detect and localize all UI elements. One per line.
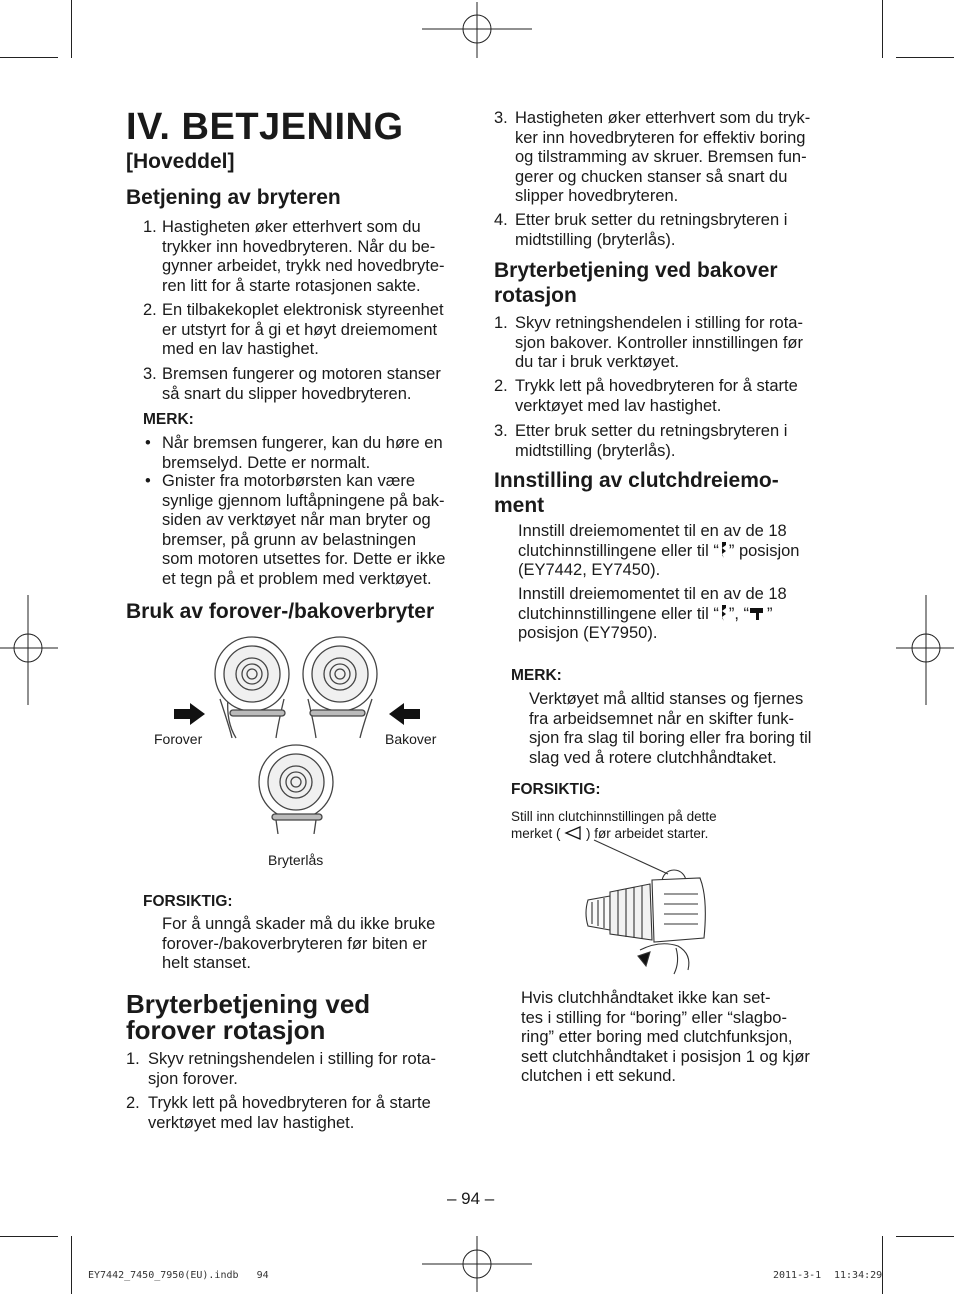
- section-heading: Betjening av bryteren: [126, 186, 341, 209]
- crosshair-icon: [0, 595, 58, 705]
- footer-date: 2011-3-1: [773, 1270, 822, 1281]
- figure-caption: Still inn clutchinnstillingen på dette merket ( ) før arbeidet starter.: [511, 809, 717, 841]
- page-number: – 94 –: [447, 1189, 495, 1208]
- note-label: MERK:: [511, 667, 562, 684]
- figure-label-reverse: Bakover: [385, 731, 437, 747]
- footer-file: EY7442_7450_7950(EU).indb 94: [88, 1270, 269, 1281]
- section-heading: Bryterbetjening ved bakover rotasjon: [494, 259, 778, 307]
- arrow-left-icon: [389, 703, 420, 725]
- hammer-icon: [749, 606, 767, 620]
- crosshair-icon: [896, 595, 954, 705]
- section-heading: Bruk av forover-/bakoverbryter: [126, 600, 435, 623]
- paragraph: Innstill dreiemomentet til en av de 18 clutchinnstillingene eller til “ ”, “ ” posisjon (EY7950).: [518, 585, 787, 642]
- note-label: MERK:: [143, 411, 194, 428]
- drill-icon: [719, 605, 729, 621]
- section-heading: Bryterbetjening ved forover rotasjon: [126, 989, 371, 1045]
- paragraph: Innstill dreiemomentet til en av de 18 clutchinnstillingene eller til “ ” posisjon (EY7442, EY7450).: [518, 522, 800, 579]
- arrow-right-icon: [174, 703, 205, 725]
- note-text: Verktøyet må alltid stanses og fjernes fra arbeidsemnet når en skifter funk- sjon fra slag til boring eller fra boring til slag ved å rotere clutchhåndtaket.: [529, 690, 812, 767]
- crosshair-icon: [422, 2, 532, 58]
- figure-label-lock: Bryterlås: [268, 852, 324, 868]
- paragraph: Hvis clutchhåndtaket ikke kan set- tes i stilling for “boring” eller “slagbo- ring” etter boring med clutchfunksjon, sett clutchhåndtaket i posisjon 1 og kjør clutchen i ett sekund.: [521, 989, 810, 1085]
- caution-label: FORSIKTIG:: [143, 893, 233, 910]
- crosshair-icon: [422, 1236, 532, 1292]
- caution-label: FORSIKTIG:: [511, 781, 601, 798]
- page-title: IV. BETJENING: [126, 106, 404, 148]
- figure-label-forward: Forover: [154, 731, 203, 747]
- caution-text: For å unngå skader må du ikke bruke forover-/bakoverbryteren før biten er helt stanset.: [162, 915, 436, 972]
- clutch-figure: [580, 838, 720, 978]
- section-subtitle: [Hoveddel]: [126, 150, 235, 173]
- footer-time: 11:34:29: [834, 1270, 883, 1281]
- drill-icon: [719, 542, 729, 558]
- section-heading: Innstilling av clutchdreiemo- ment: [494, 469, 779, 517]
